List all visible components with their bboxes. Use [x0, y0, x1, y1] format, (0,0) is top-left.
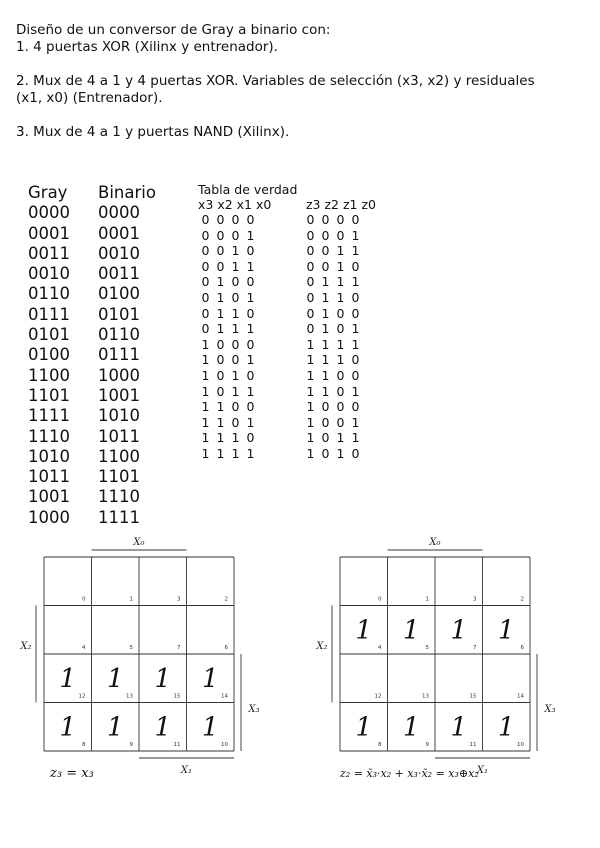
input-bit: 1 — [231, 445, 240, 461]
gray-table-row — [28, 244, 156, 264]
output-bit: 0 — [306, 243, 315, 259]
input-bit: 1 — [216, 414, 225, 430]
kmap-cell-number: 9 — [425, 742, 429, 748]
input-bit: 1 — [231, 383, 240, 399]
truth-table-row — [198, 321, 376, 337]
truth-table-row — [198, 337, 376, 353]
output-bit: 1 — [321, 367, 330, 383]
input-bit: 0 — [201, 227, 210, 243]
kmap-cell-number: 8 — [82, 742, 86, 748]
kmap-cell-number: 12 — [78, 693, 86, 700]
input-bit: 0 — [231, 274, 240, 290]
output-bit: 1 — [321, 305, 330, 321]
output-bit: 0 — [351, 212, 360, 227]
gray-code: 1111 — [28, 406, 70, 426]
output-bit: 0 — [351, 305, 360, 321]
kmap-one-value: 1 — [201, 712, 219, 743]
input-bit: 0 — [201, 243, 210, 259]
gray-table-row — [28, 406, 156, 426]
input-bit: 1 — [246, 289, 255, 305]
kmap-left-label: X₂ — [316, 641, 328, 653]
kmap-cell-number: 6 — [520, 645, 524, 651]
kmap-one-value: 1 — [106, 712, 124, 743]
output-bit: 1 — [351, 414, 360, 430]
kmap-one-value: 1 — [106, 663, 124, 694]
input-bit: 1 — [216, 305, 225, 321]
gray-table-header — [28, 183, 156, 203]
input-bit: 1 — [201, 336, 210, 352]
kmap-cell-number: 15 — [469, 693, 477, 700]
kmap-cell-number: 0 — [82, 596, 86, 603]
input-bit: 1 — [201, 352, 210, 368]
output-bit: 0 — [321, 399, 330, 415]
truth-table-row — [198, 352, 376, 368]
binary-code: 1001 — [98, 385, 140, 405]
output-bit: 0 — [321, 212, 330, 227]
input-bit: 0 — [246, 305, 255, 321]
kmap-one-value: 1 — [154, 712, 172, 743]
output-bit: 0 — [336, 383, 345, 399]
kmap-cell-number: 15 — [173, 693, 181, 700]
output-bit: 0 — [351, 399, 360, 415]
kmap-cell-number: 6 — [224, 645, 228, 651]
kmap-bottom-label: X₁ — [180, 765, 193, 776]
input-bit: 0 — [201, 274, 210, 290]
binary-code: 1010 — [98, 406, 140, 426]
input-bit: 0 — [231, 212, 240, 227]
input-bit: 1 — [216, 289, 225, 305]
kmap-one-value: 1 — [450, 712, 468, 743]
input-bit: 0 — [216, 367, 225, 383]
kmap-z2 — [296, 530, 596, 800]
truth-table-row — [198, 212, 376, 228]
output-bit: 0 — [351, 352, 360, 368]
output-bit: 0 — [306, 305, 315, 321]
kmap-cell-number: 7 — [177, 645, 181, 651]
gray-code: 0110 — [28, 284, 70, 304]
binary-code: 1111 — [98, 507, 140, 527]
truth-table-row — [198, 274, 376, 290]
kmap-one-value: 1 — [402, 712, 420, 743]
kmap-cell-number: 7 — [473, 645, 477, 651]
truth-table-row — [198, 415, 376, 431]
binary-code: 1011 — [98, 426, 140, 446]
input-bit: 1 — [246, 383, 255, 399]
gray-code: 0100 — [28, 345, 70, 365]
input-bit: 0 — [216, 212, 225, 227]
gray-code: 1101 — [28, 385, 70, 405]
gray-table-row — [28, 203, 156, 223]
output-bit: 0 — [351, 289, 360, 305]
input-bit: 0 — [231, 399, 240, 415]
output-bit: 0 — [336, 321, 345, 337]
input-bit: 0 — [246, 430, 255, 446]
gray-header: Gray — [28, 183, 68, 202]
input-bit: 0 — [246, 367, 255, 383]
output-bit: 0 — [321, 445, 330, 461]
kmap-cell-number: 2 — [520, 596, 524, 603]
kmap-bottom-label: X₁ — [476, 765, 489, 776]
intro-line-3: 2. Mux de 4 a 1 y 4 puertas XOR. Variables de selección (x3, x2) y residuales — [16, 73, 535, 89]
output-bit: 1 — [306, 445, 315, 461]
input-bit: 0 — [231, 414, 240, 430]
outputs-header: z3 z2 z1 z0 — [306, 197, 376, 212]
truth-table-row — [198, 306, 376, 322]
binary-code: 1110 — [98, 487, 140, 507]
intro-line-2: 1. 4 puertas XOR (Xilinx y entrenador). — [16, 39, 278, 55]
input-bit: 1 — [201, 399, 210, 415]
output-bit: 1 — [306, 399, 315, 415]
kmap-one-value: 1 — [201, 663, 219, 694]
output-bit: 1 — [336, 445, 345, 461]
input-bit: 1 — [246, 321, 255, 337]
output-bit: 0 — [336, 414, 345, 430]
output-bit: 1 — [351, 321, 360, 337]
gray-table-row — [28, 325, 156, 345]
input-bit: 1 — [231, 243, 240, 259]
output-bit: 1 — [306, 430, 315, 446]
output-bit: 1 — [351, 383, 360, 399]
kmap-z3 — [0, 530, 300, 800]
input-bit: 1 — [231, 305, 240, 321]
input-bit: 1 — [216, 399, 225, 415]
kmap-one-value: 1 — [355, 615, 373, 646]
binary-code: 0000 — [98, 203, 140, 223]
binary-header: Binario — [98, 183, 156, 202]
output-bit: 1 — [321, 352, 330, 368]
output-bit: 1 — [306, 414, 315, 430]
binary-code: 0110 — [98, 325, 140, 345]
kmap-left-label: X₂ — [20, 641, 32, 653]
binary-code: 0101 — [98, 304, 140, 324]
kmap-top-label: X₀ — [429, 537, 441, 548]
output-bit: 0 — [336, 227, 345, 243]
kmap-one-value: 1 — [355, 712, 373, 743]
truth-table-rows — [198, 212, 376, 462]
output-bit: 0 — [351, 367, 360, 383]
output-bit: 0 — [321, 243, 330, 259]
intro-line-1: Diseño de un conversor de Gray a binario con: — [16, 22, 331, 38]
kmap-top-label: X₀ — [133, 537, 145, 548]
kmap-one-value: 1 — [59, 663, 77, 694]
output-bit: 1 — [351, 227, 360, 243]
kmap-cell-number: 10 — [221, 742, 228, 748]
kmap-cell-number: 3 — [177, 596, 181, 603]
kmap-cell-number: 1 — [425, 596, 429, 603]
input-bit: 0 — [231, 336, 240, 352]
input-bit: 1 — [216, 321, 225, 337]
gray-code: 1011 — [28, 467, 70, 487]
output-bit: 1 — [336, 289, 345, 305]
binary-code: 1101 — [98, 467, 140, 487]
input-bit: 0 — [246, 212, 255, 227]
input-bit: 0 — [216, 227, 225, 243]
kmap-cell-number: 11 — [173, 742, 181, 748]
truth-table-row — [198, 446, 376, 462]
input-bit: 1 — [201, 367, 210, 383]
input-bit: 1 — [201, 430, 210, 446]
output-bit: 1 — [306, 336, 315, 352]
kmap-one-value: 1 — [154, 663, 172, 694]
input-bit: 1 — [231, 258, 240, 274]
kmap-cell-number: 0 — [378, 596, 382, 603]
output-bit: 1 — [321, 336, 330, 352]
gray-code: 0010 — [28, 264, 70, 284]
binary-code: 0100 — [98, 284, 140, 304]
gray-code: 1010 — [28, 446, 70, 466]
input-bit: 0 — [201, 305, 210, 321]
kmap-cell-number: 5 — [129, 645, 133, 651]
gray-table-row — [28, 366, 156, 386]
kmap-cell-number: 8 — [378, 742, 382, 748]
gray-code: 1110 — [28, 426, 70, 446]
input-bit: 1 — [201, 445, 210, 461]
output-bit: 1 — [321, 321, 330, 337]
binary-code: 0011 — [98, 264, 140, 284]
output-bit: 1 — [351, 274, 360, 290]
output-bit: 1 — [321, 289, 330, 305]
input-bit: 1 — [231, 430, 240, 446]
kmap-cell-number: 14 — [517, 693, 524, 700]
kmap-cell-number: 12 — [374, 693, 382, 700]
truth-table-row — [198, 384, 376, 400]
equation-z3: z₃ = x₃ — [50, 766, 94, 781]
gray-table-row — [28, 305, 156, 325]
output-bit: 0 — [306, 212, 315, 227]
output-bit: 0 — [336, 305, 345, 321]
input-bit: 0 — [231, 227, 240, 243]
kmap-cell-number: 3 — [473, 596, 477, 603]
kmap-one-value: 1 — [402, 615, 420, 646]
input-bit: 0 — [201, 289, 210, 305]
output-bit: 0 — [351, 445, 360, 461]
gray-table-row — [28, 427, 156, 447]
input-bit: 1 — [216, 445, 225, 461]
binary-code: 1000 — [98, 365, 140, 385]
gray-binary-table — [28, 183, 156, 528]
kmap-z3-svg — [0, 530, 300, 800]
output-bit: 0 — [321, 227, 330, 243]
output-bit: 1 — [336, 336, 345, 352]
input-bit: 0 — [246, 399, 255, 415]
gray-table-row — [28, 508, 156, 528]
kmap-right-label: X₃ — [544, 704, 556, 716]
input-bit: 0 — [201, 321, 210, 337]
input-bit: 0 — [216, 383, 225, 399]
output-bit: 1 — [306, 352, 315, 368]
input-bit: 1 — [231, 321, 240, 337]
output-bit: 0 — [336, 367, 345, 383]
gray-table-row — [28, 487, 156, 507]
output-bit: 1 — [351, 430, 360, 446]
kmap-one-value: 1 — [497, 615, 515, 646]
gray-code: 0000 — [28, 203, 70, 223]
gray-table-row — [28, 345, 156, 365]
kmap-cell-number: 9 — [129, 742, 133, 748]
gray-code: 1001 — [28, 487, 70, 507]
gray-code: 1000 — [28, 507, 70, 527]
input-bit: 0 — [246, 274, 255, 290]
binary-code: 1100 — [98, 446, 140, 466]
input-bit: 0 — [216, 336, 225, 352]
input-bit: 1 — [231, 367, 240, 383]
kmap-cell-number: 5 — [425, 645, 429, 651]
truth-table-row — [198, 243, 376, 259]
gray-code: 0111 — [28, 304, 70, 324]
kmap-cell-number: 13 — [126, 693, 133, 700]
kmap-cell-number: 2 — [224, 596, 228, 603]
kmap-cell-number: 13 — [422, 693, 429, 700]
kmap-z2-svg — [296, 530, 596, 800]
input-bit: 0 — [231, 289, 240, 305]
gray-code: 0001 — [28, 223, 70, 243]
output-bit: 0 — [336, 399, 345, 415]
output-bit: 1 — [336, 243, 345, 259]
inputs-header: x3 x2 x1 x0 — [198, 197, 272, 212]
output-bit: 0 — [306, 274, 315, 290]
kmap-cell-number: 4 — [82, 645, 86, 651]
binary-code: 0001 — [98, 223, 140, 243]
kmap-one-value: 1 — [450, 615, 468, 646]
intro-block — [16, 22, 535, 141]
kmap-cell-number: 4 — [378, 645, 382, 651]
truth-table-header — [198, 197, 376, 212]
input-bit: 0 — [216, 258, 225, 274]
input-bit: 0 — [216, 243, 225, 259]
kmap-cell-number: 14 — [221, 693, 228, 700]
output-bit: 0 — [321, 414, 330, 430]
kmap-cell-number: 1 — [129, 596, 133, 603]
gray-table-row — [28, 467, 156, 487]
input-bit: 1 — [246, 227, 255, 243]
output-bit: 1 — [351, 243, 360, 259]
truth-table-row — [198, 399, 376, 415]
kmap-one-value: 1 — [59, 712, 77, 743]
gray-code: 0101 — [28, 325, 70, 345]
output-bit: 1 — [336, 274, 345, 290]
truth-table-row — [198, 368, 376, 384]
output-bit: 0 — [321, 430, 330, 446]
output-bit: 1 — [321, 383, 330, 399]
output-bit: 0 — [306, 258, 315, 274]
output-bit: 0 — [306, 321, 315, 337]
input-bit: 1 — [246, 414, 255, 430]
input-bit: 1 — [216, 430, 225, 446]
output-bit: 0 — [306, 289, 315, 305]
truth-table-row — [198, 290, 376, 306]
input-bit: 0 — [246, 336, 255, 352]
output-bit: 1 — [321, 274, 330, 290]
truth-table-row — [198, 430, 376, 446]
gray-table-rows — [28, 203, 156, 528]
output-bit: 1 — [306, 383, 315, 399]
truth-table-title: Tabla de verdad — [198, 182, 298, 197]
gray-code: 0011 — [28, 243, 70, 263]
equation-z2: z₂ = x̄₃·x₂ + x₃·x̄₂ = x₃⊕x₂ — [340, 767, 479, 780]
output-bit: 1 — [351, 336, 360, 352]
output-bit: 1 — [306, 367, 315, 383]
truth-table-row — [198, 259, 376, 275]
kmap-right-label: X₃ — [248, 704, 260, 716]
output-bit: 0 — [351, 258, 360, 274]
gray-table-row — [28, 447, 156, 467]
output-bit: 1 — [336, 430, 345, 446]
kmap-one-value: 1 — [497, 712, 515, 743]
gray-table-row — [28, 284, 156, 304]
input-bit: 1 — [201, 383, 210, 399]
input-bit: 0 — [201, 258, 210, 274]
kmap-cell-number: 11 — [469, 742, 477, 748]
input-bit: 1 — [246, 445, 255, 461]
input-bit: 1 — [246, 352, 255, 368]
output-bit: 1 — [336, 352, 345, 368]
input-bit: 1 — [201, 414, 210, 430]
output-bit: 0 — [306, 227, 315, 243]
gray-table-row — [28, 264, 156, 284]
intro-line-4: (x1, x0) (Entrenador). — [16, 90, 163, 106]
intro-line-5: 3. Mux de 4 a 1 y puertas NAND (Xilinx). — [16, 124, 290, 140]
gray-code: 1100 — [28, 365, 70, 385]
kmap-cell-number: 10 — [517, 742, 524, 748]
input-bit: 1 — [216, 274, 225, 290]
input-bit: 0 — [201, 212, 210, 227]
output-bit: 0 — [321, 258, 330, 274]
binary-code: 0111 — [98, 345, 140, 365]
input-bit: 0 — [246, 243, 255, 259]
gray-table-row — [28, 386, 156, 406]
binary-code: 0010 — [98, 243, 140, 263]
output-bit: 0 — [336, 212, 345, 227]
input-bit: 1 — [246, 258, 255, 274]
truth-table-row — [198, 228, 376, 244]
truth-table — [198, 182, 376, 462]
output-bit: 1 — [336, 258, 345, 274]
gray-table-row — [28, 224, 156, 244]
input-bit: 0 — [216, 352, 225, 368]
input-bit: 0 — [231, 352, 240, 368]
